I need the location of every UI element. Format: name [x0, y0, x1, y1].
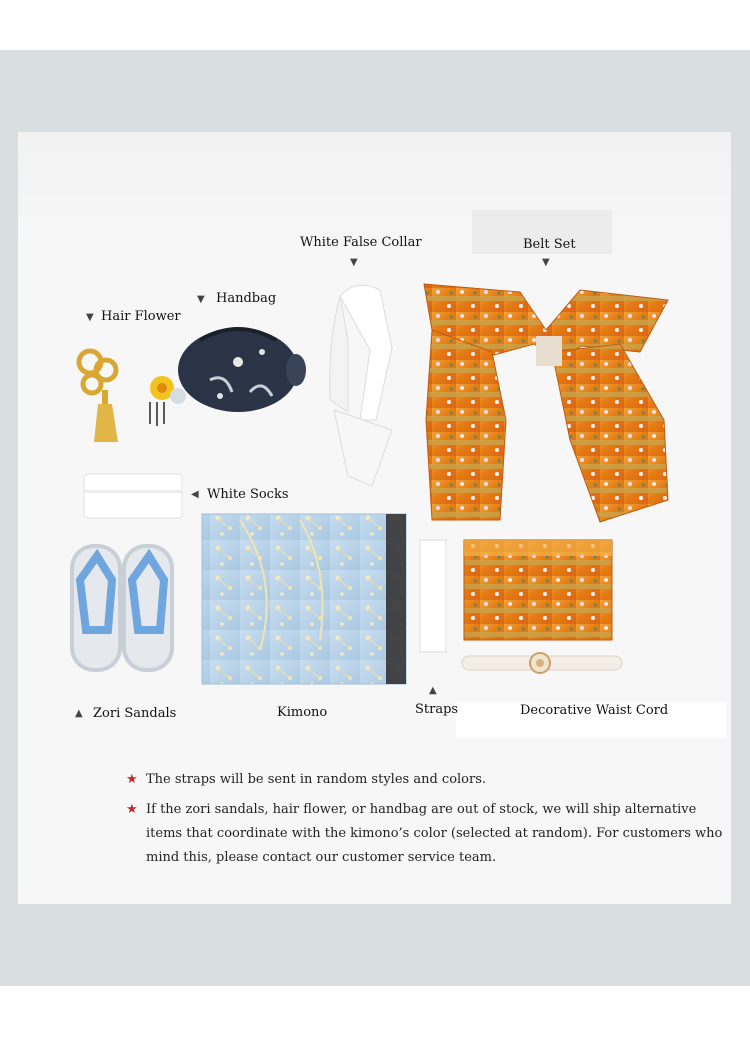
- waist-cord-illustration: [462, 653, 622, 673]
- label-handbag: Handbag: [216, 291, 277, 306]
- label-zori-sandals: Zori Sandals: [93, 706, 177, 721]
- pointer-up-icon: ▲: [75, 708, 83, 719]
- kimono-illustration: [202, 514, 406, 684]
- handbag-illustration: [178, 328, 306, 412]
- label-decorative-waist-cord: Decorative Waist Cord: [520, 703, 669, 718]
- note-text: The straps will be sent in random styles and colors.: [146, 772, 487, 787]
- label-straps: Straps: [415, 702, 459, 717]
- pointer-left-icon: ◀: [191, 489, 199, 500]
- false-collar-illustration: [330, 285, 392, 486]
- notes-list: [126, 768, 736, 876]
- white-socks-illustration: [84, 474, 182, 518]
- belt-set-illustration: [424, 284, 668, 522]
- pointer-up-icon: ▲: [429, 685, 437, 696]
- label-belt-set: Belt Set: [523, 237, 576, 252]
- pointer-down-icon: ▼: [542, 257, 550, 268]
- pointer-down-icon: ▼: [197, 294, 205, 305]
- obi-panel-illustration: [464, 540, 612, 640]
- straps-illustration: [420, 540, 446, 652]
- note-text: If the zori sandals, hair flower, or handbag are out of stock, we will ship alternative items that coordinate with the kimono’s color (selected at random). For customers who mind this, please contact our customer service team.: [146, 802, 723, 865]
- note-item: [126, 768, 736, 792]
- pointer-down-icon: ▼: [350, 257, 358, 268]
- pointer-down-icon: ▼: [86, 312, 94, 323]
- label-white-socks: White Socks: [207, 487, 289, 502]
- label-kimono: Kimono: [277, 705, 328, 720]
- label-white-false-collar: White False Collar: [300, 235, 422, 250]
- star-icon: ★: [126, 802, 138, 817]
- zori-sandals-illustration: [70, 544, 174, 672]
- hair-flower-illustration: [79, 351, 186, 442]
- note-item: [126, 798, 736, 870]
- label-hair-flower: Hair Flower: [101, 309, 181, 324]
- star-icon: ★: [126, 772, 138, 787]
